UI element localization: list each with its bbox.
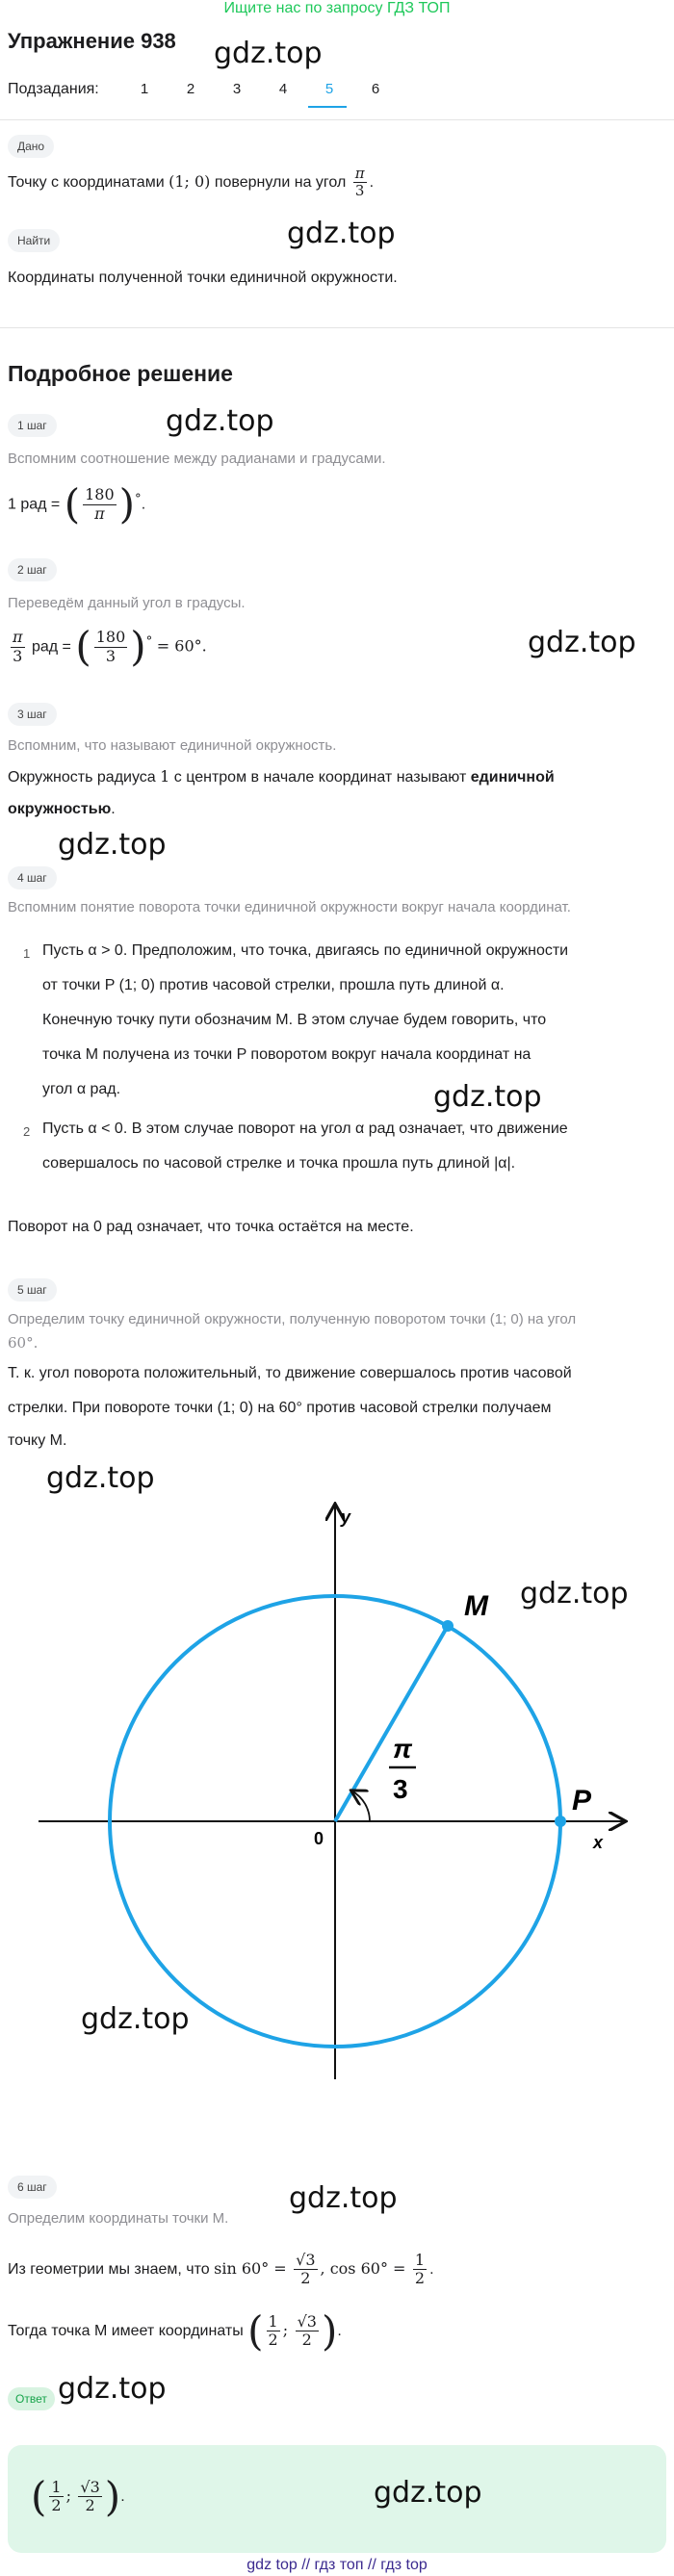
divider: [0, 119, 674, 120]
find-tag: Найти: [8, 229, 60, 252]
subtask-5[interactable]: 5: [324, 81, 334, 97]
step1-formula: 1 рад = ( $\frac{180}{\pi}$ )°.: [8, 480, 146, 528]
step6-geometry: Из геометрии мы знаем, что sin 60° = $\frac{√3}{2}$ , cos 60° = $\frac{1}{2}$ .: [8, 2250, 434, 2288]
list-number: 1: [23, 946, 31, 961]
watermark: gdz.top: [214, 37, 323, 70]
m-label: M: [464, 1590, 488, 1622]
angle-num: π: [393, 1734, 412, 1764]
origin-label: 0: [314, 1829, 324, 1848]
watermark: gdz.top: [58, 828, 167, 862]
step1-text: Вспомним соотношение между радианами и градусами.: [8, 451, 386, 467]
watermark: gdz.top: [528, 626, 636, 659]
subtask-4[interactable]: 4: [278, 81, 288, 97]
step3-line2: окружностью.: [8, 801, 116, 817]
top-banner[interactable]: Ищите нас по запросу ГДЗ ТОП: [223, 0, 451, 16]
list-number: 2: [23, 1124, 31, 1139]
subtask-3[interactable]: 3: [232, 81, 242, 97]
step2-tag: 2 шаг: [8, 558, 57, 581]
p-label: P: [572, 1785, 592, 1816]
footer-links[interactable]: gdz top // гдз топ // гдз top: [246, 2557, 428, 2573]
step5-text-1: Определим точку единичной окружности, полученную поворотом точки (1; 0) на угол: [8, 1311, 577, 1327]
watermark: gdz.top: [374, 2476, 482, 2510]
step2-text: Переведём данный угол в градусы.: [8, 595, 246, 611]
subtask-6[interactable]: 6: [371, 81, 380, 97]
answer-formula: ( $\frac{1}{2}$ ; $\frac{√3}{2}$ ).: [31, 2472, 125, 2520]
watermark: gdz.top: [46, 1461, 155, 1495]
watermark: gdz.top: [166, 404, 274, 438]
watermark: gdz.top: [81, 2002, 190, 2036]
watermark: gdz.top: [58, 2372, 167, 2406]
x-label: x: [593, 1833, 604, 1852]
watermark: gdz.top: [433, 1080, 542, 1114]
step4-note: Поворот на 0 рад означает, что точка остаётся на месте.: [8, 1219, 414, 1235]
given-tag: Дано: [8, 135, 54, 158]
step5-line1: Т. к. угол поворота положительный, то движение совершалось против часовой: [8, 1365, 572, 1381]
page-title: Упражнение 938: [8, 29, 176, 53]
step6-coordinates: Тогда точка M имеет координаты ( $\frac{1}{2}$ ; $\frac{√3}{2}$ ).: [8, 2306, 342, 2355]
step5-line3: точку M.: [8, 1432, 67, 1449]
step1-tag: 1 шаг: [8, 414, 57, 437]
list-item: Пусть α < 0. В этом случае поворот на угол α рад означает, что движение совершалось по часовой стрелке и точка прошла путь длиной |α|.: [42, 1121, 568, 1172]
y-label: y: [341, 1507, 351, 1527]
find-text: Координаты полученной точки единичной окружности.: [8, 270, 398, 286]
answer-tag: Ответ: [8, 2387, 55, 2410]
angle-arc: [352, 1791, 370, 1821]
step4-tag: 4 шаг: [8, 866, 57, 889]
step5-text-2: 60°.: [8, 1334, 39, 1352]
step5-line2: стрелки. При повороте точки (1; 0) на 60° против часовой стрелки получаем: [8, 1400, 552, 1416]
watermark: gdz.top: [287, 217, 396, 250]
point-p: [555, 1816, 566, 1827]
watermark: gdz.top: [289, 2181, 398, 2215]
subtask-2[interactable]: 2: [186, 81, 195, 97]
solution-title: Подробное решение: [8, 361, 233, 386]
answer-box: [8, 2445, 666, 2553]
radius-om: [335, 1626, 448, 1821]
step6-tag: 6 шаг: [8, 2176, 57, 2199]
step5-tag: 5 шаг: [8, 1278, 57, 1301]
subtask-1[interactable]: 1: [140, 81, 149, 97]
step3-tag: 3 шаг: [8, 703, 57, 726]
step2-formula: $\frac{\pi}{3}$ рад = ( $\frac{180}{3}$ )° = 60°.: [13, 623, 207, 671]
step4-text: Вспомним понятие поворота точки единичной окружности вокруг начала координат.: [8, 899, 571, 915]
step3-text: Вспомним, что называют единичной окружность.: [8, 737, 337, 754]
point-m: [442, 1620, 454, 1632]
given-text: Точку с координатами (1; 0) повернули на угол $\frac{\pi}{3}$ .: [8, 165, 375, 200]
step3-line1: Окружность радиуса 1 с центром в начале координат называют единичной: [8, 767, 555, 786]
step6-text: Определим координаты точки M.: [8, 2210, 229, 2227]
subtasks-label: Подзадания:: [8, 81, 99, 97]
watermark: gdz.top: [520, 1577, 629, 1610]
divider: [0, 327, 674, 328]
active-subtask-indicator: [308, 106, 347, 108]
list-item: Пусть α > 0. Предположим, что точка, двигаясь по единичной окружности от точки P (1; 0) против часовой стрелки, прошла путь длиной α. Конечную точку пути обозначим M. В этом случае будем говорить, что точка M получена из точки P поворотом вокруг начала координат на угол α рад.: [42, 942, 569, 1097]
angle-den: 3: [393, 1774, 408, 1804]
